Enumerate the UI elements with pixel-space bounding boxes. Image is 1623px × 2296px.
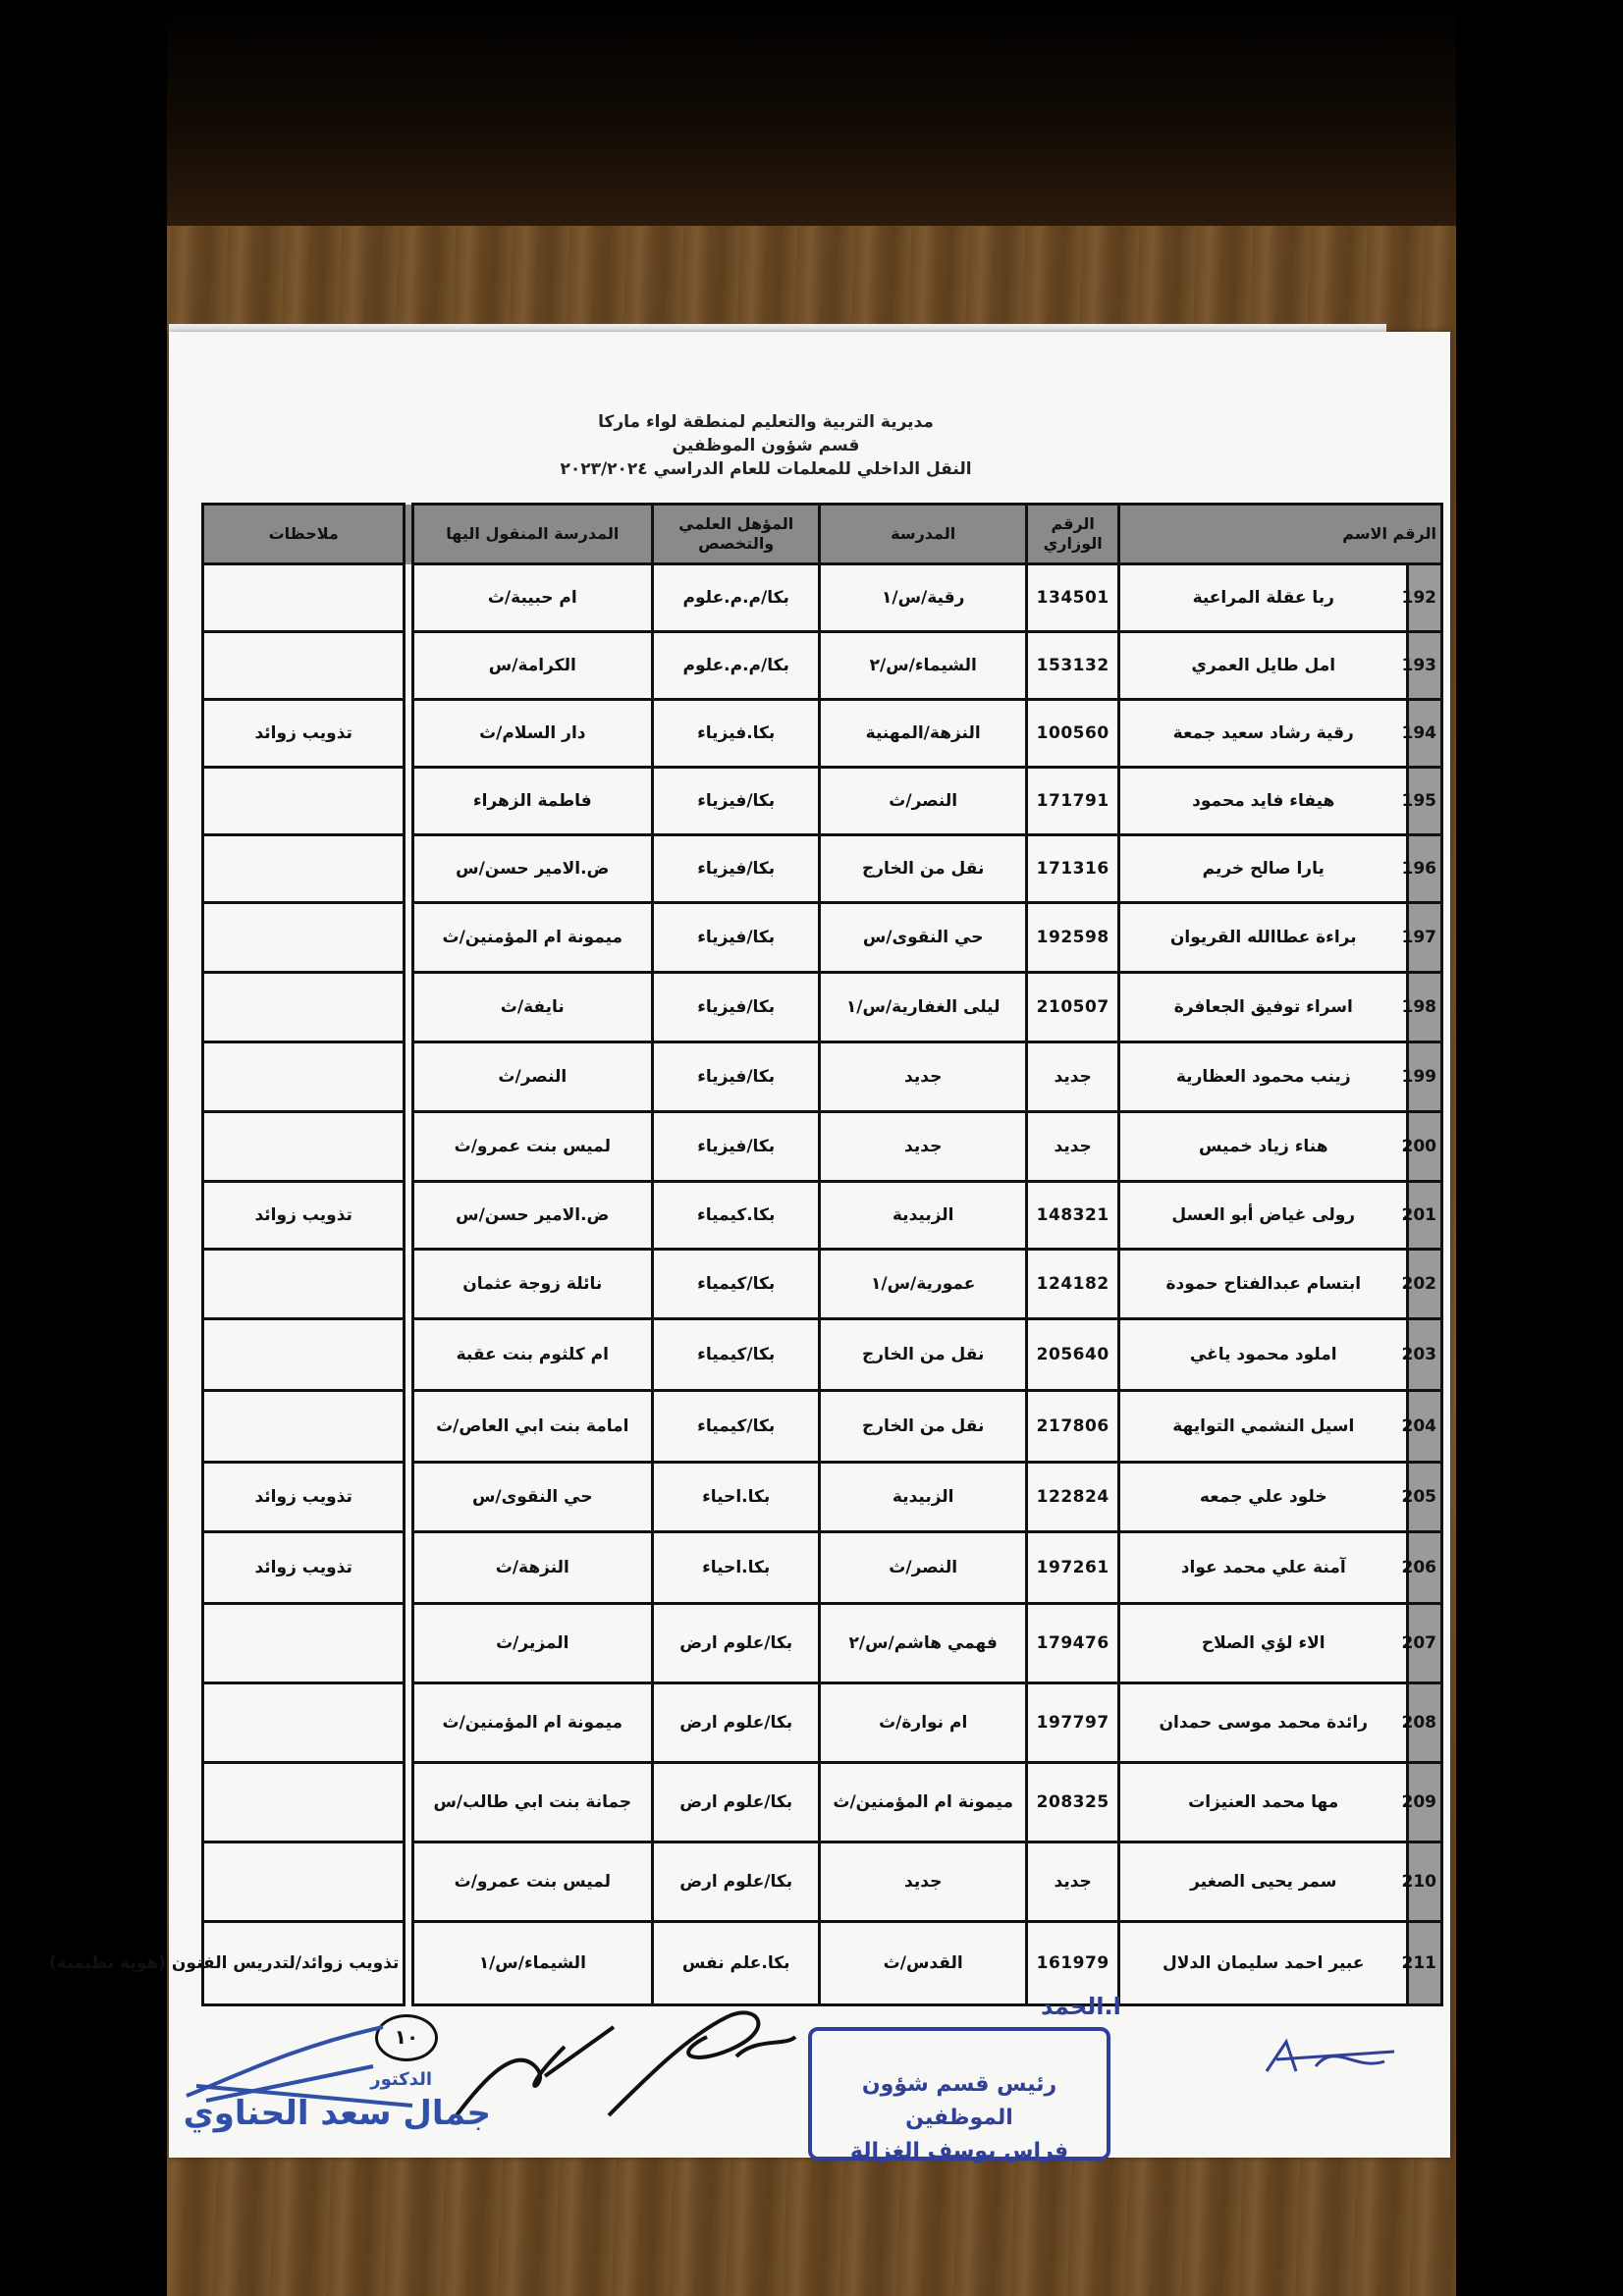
col-header-qualification: المؤهل العلمي والتخصص xyxy=(652,505,819,564)
row-name: مها محمد العنيزات xyxy=(1119,1763,1408,1842)
column-gap xyxy=(405,835,412,903)
row-notes xyxy=(203,835,405,903)
row-to-school: فاطمة الزهراء xyxy=(412,768,652,835)
row-ministry-id: 100560 xyxy=(1026,700,1118,768)
right-margin xyxy=(1456,0,1623,2296)
row-name: رقية رشاد سعيد جمعة xyxy=(1119,700,1408,768)
table-row xyxy=(203,1763,1442,1842)
table-row xyxy=(203,1683,1442,1763)
column-gap xyxy=(405,1842,412,1922)
row-ministry-id: 192598 xyxy=(1026,903,1118,973)
row-name: هيفاء فايد محمود xyxy=(1119,768,1408,835)
row-number: 192 xyxy=(1408,564,1442,632)
row-school: الزبيدية xyxy=(820,1463,1027,1532)
table-row xyxy=(203,1182,1442,1250)
row-ministry-id: 217806 xyxy=(1026,1391,1118,1463)
table-row xyxy=(203,1042,1442,1112)
row-number: 199 xyxy=(1408,1042,1442,1112)
row-ministry-id: 148321 xyxy=(1026,1182,1118,1250)
row-qualification: بكا/فيزياء xyxy=(652,1042,819,1112)
row-school: القدس/ث xyxy=(820,1922,1027,2005)
column-gap xyxy=(405,505,412,564)
row-number: 194 xyxy=(1408,700,1442,768)
row-qualification: بكا/فيزياء xyxy=(652,973,819,1042)
row-number: 200 xyxy=(1408,1112,1442,1182)
column-gap xyxy=(405,1763,412,1842)
row-to-school: ميمونة ام المؤمنين/ث xyxy=(412,1683,652,1763)
row-name: املود محمود ياغي xyxy=(1119,1319,1408,1391)
row-ministry-id: 205640 xyxy=(1026,1319,1118,1391)
row-to-school: ميمونة ام المؤمنين/ث xyxy=(412,903,652,973)
table-row xyxy=(203,973,1442,1042)
column-gap xyxy=(405,1182,412,1250)
row-qualification: بكا/م.م.علوم xyxy=(652,632,819,700)
row-number: 210 xyxy=(1408,1842,1442,1922)
table-row xyxy=(203,1319,1442,1391)
row-school: ام نوارة/ث xyxy=(820,1683,1027,1763)
column-gap xyxy=(405,768,412,835)
row-school: الشيماء/س/٢ xyxy=(820,632,1027,700)
row-notes xyxy=(203,1250,405,1319)
row-notes xyxy=(203,1042,405,1112)
row-number: 205 xyxy=(1408,1463,1442,1532)
row-school: ليلى الغفارية/س/١ xyxy=(820,973,1027,1042)
row-to-school: لميس بنت عمرو/ث xyxy=(412,1842,652,1922)
row-ministry-id: جديد xyxy=(1026,1842,1118,1922)
row-qualification: بكا/علوم ارض xyxy=(652,1683,819,1763)
row-ministry-id: 208325 xyxy=(1026,1763,1118,1842)
row-school: الزبيدية xyxy=(820,1182,1027,1250)
stamp-right xyxy=(808,2027,1110,2161)
row-to-school: لميس بنت عمرو/ث xyxy=(412,1112,652,1182)
row-to-school: ام حبيبة/ث xyxy=(412,564,652,632)
row-qualification: بكا/كيمياء xyxy=(652,1319,819,1391)
row-school: النصر/ث xyxy=(820,1532,1027,1604)
row-to-school: النزهة/ث xyxy=(412,1532,652,1604)
row-qualification: بكا/فيزياء xyxy=(652,835,819,903)
table-row xyxy=(203,1463,1442,1532)
signature-scribble-2 xyxy=(589,1998,805,2125)
background-top xyxy=(0,0,1623,226)
col-header-notes: ملاحظات xyxy=(203,505,405,564)
row-number: 193 xyxy=(1408,632,1442,700)
row-number: 209 xyxy=(1408,1763,1442,1842)
row-ministry-id: 197797 xyxy=(1026,1683,1118,1763)
row-school: نقل من الخارج xyxy=(820,1319,1027,1391)
table-row xyxy=(203,564,1442,632)
row-qualification: بكا/فيزياء xyxy=(652,768,819,835)
row-to-school: امامة بنت ابي العاص/ث xyxy=(412,1391,652,1463)
table-row xyxy=(203,1250,1442,1319)
row-school: ميمونة ام المؤمنين/ث xyxy=(820,1763,1027,1842)
col-header-to-school: المدرسة المنقول اليها xyxy=(412,505,652,564)
table-row xyxy=(203,1112,1442,1182)
row-to-school: الشيماء/س/١ xyxy=(412,1922,652,2005)
column-gap xyxy=(405,1922,412,2005)
row-qualification: بكا/فيزياء xyxy=(652,903,819,973)
row-notes xyxy=(203,1763,405,1842)
column-gap xyxy=(405,1112,412,1182)
header-department: قسم شؤون الموظفين xyxy=(672,436,860,455)
row-to-school: المزير/ث xyxy=(412,1604,652,1683)
stamp-right-handnote: ا.الحمد xyxy=(1041,1993,1121,2020)
column-gap xyxy=(405,632,412,700)
page-number-mark: ١٠ xyxy=(375,2014,438,2061)
row-qualification: بكا.احياء xyxy=(652,1532,819,1604)
row-school: النزهة/المهنية xyxy=(820,700,1027,768)
stamp-right-name: فراس يوسف الغزالة xyxy=(849,2139,1069,2163)
row-name: عبير احمد سليمان الدلال xyxy=(1119,1922,1408,2005)
row-notes xyxy=(203,1112,405,1182)
row-school: جديد xyxy=(820,1842,1027,1922)
col-header-num-label: الرقم xyxy=(1392,524,1436,543)
row-number: 206 xyxy=(1408,1532,1442,1604)
row-number: 197 xyxy=(1408,903,1442,973)
row-qualification: بكا.احياء xyxy=(652,1463,819,1532)
row-notes xyxy=(203,1842,405,1922)
row-to-school: النصر/ث xyxy=(412,1042,652,1112)
row-ministry-id: 134501 xyxy=(1026,564,1118,632)
table-row xyxy=(203,1604,1442,1683)
table-row xyxy=(203,1842,1442,1922)
row-notes: تذويب زوائد xyxy=(203,1182,405,1250)
row-school: جديد xyxy=(820,1042,1027,1112)
header-subject: النقل الداخلي للمعلمات للعام الدراسي ٢٠٢٣/٢٠٢٤ xyxy=(560,459,972,479)
row-to-school: نايفة/ث xyxy=(412,973,652,1042)
row-ministry-id: 153132 xyxy=(1026,632,1118,700)
row-number: 211 xyxy=(1408,1922,1442,2005)
row-name: اسيل النشمي التوايهة xyxy=(1119,1391,1408,1463)
col-header-name-label: الاسم xyxy=(1342,524,1387,543)
row-qualification: بكا/علوم ارض xyxy=(652,1763,819,1842)
header-directorate: مديرية التربية والتعليم لمنطقة لواء ماركا xyxy=(598,412,934,432)
column-gap xyxy=(405,564,412,632)
row-name: اسراء توفيق الجعافرة xyxy=(1119,973,1408,1042)
row-notes: تذويب زوائد xyxy=(203,1532,405,1604)
row-school: فهمي هاشم/س/٢ xyxy=(820,1604,1027,1683)
row-school: رقية/س/١ xyxy=(820,564,1027,632)
row-notes xyxy=(203,903,405,973)
row-qualification: بكا/كيمياء xyxy=(652,1250,819,1319)
row-to-school: ض.الامير حسن/س xyxy=(412,1182,652,1250)
row-name: هناء زياد خميس xyxy=(1119,1112,1408,1182)
row-ministry-id: جديد xyxy=(1026,1042,1118,1112)
row-name: ابتسام عبدالفتاح حمودة xyxy=(1119,1250,1408,1319)
row-number: 196 xyxy=(1408,835,1442,903)
col-header-name xyxy=(1119,505,1442,564)
row-qualification: بكا/فيزياء xyxy=(652,1112,819,1182)
row-name: رائدة محمد موسى حمدان xyxy=(1119,1683,1408,1763)
row-ministry-id: 210507 xyxy=(1026,973,1118,1042)
table-header-row xyxy=(203,505,1442,564)
row-to-school: ام كلثوم بنت عقبة xyxy=(412,1319,652,1391)
column-gap xyxy=(405,1532,412,1604)
row-ministry-id: 197261 xyxy=(1026,1532,1118,1604)
row-school: نقل من الخارج xyxy=(820,835,1027,903)
row-name: يارا صالح خريم xyxy=(1119,835,1408,903)
row-ministry-id: جديد xyxy=(1026,1112,1118,1182)
row-qualification: بكا/م.م.علوم xyxy=(652,564,819,632)
row-to-school: الكرامة/س xyxy=(412,632,652,700)
row-qualification: بكا.فيزياء xyxy=(652,700,819,768)
row-name: رولى غياض أبو العسل xyxy=(1119,1182,1408,1250)
row-name: خلود علي جمعه xyxy=(1119,1463,1408,1532)
table-row xyxy=(203,700,1442,768)
column-gap xyxy=(405,700,412,768)
row-qualification: بكا/علوم ارض xyxy=(652,1604,819,1683)
row-qualification: بكا/كيمياء xyxy=(652,1391,819,1463)
row-ministry-id: 161979 xyxy=(1026,1922,1118,2005)
row-name: زينب محمود العظارية xyxy=(1119,1042,1408,1112)
row-notes xyxy=(203,1683,405,1763)
row-notes: تذويب زوائد xyxy=(203,1463,405,1532)
row-notes xyxy=(203,973,405,1042)
row-ministry-id: 124182 xyxy=(1026,1250,1118,1319)
row-name: براءة عطاالله القريوان xyxy=(1119,903,1408,973)
stamp-left-title: الدكتور xyxy=(370,2069,432,2090)
row-ministry-id: 171791 xyxy=(1026,768,1118,835)
row-school: حي النقوى/س xyxy=(820,903,1027,973)
column-gap xyxy=(405,1391,412,1463)
row-notes: تذويب زوائد xyxy=(203,700,405,768)
row-number: 195 xyxy=(1408,768,1442,835)
column-gap xyxy=(405,903,412,973)
column-gap xyxy=(405,1683,412,1763)
row-ministry-id: 122824 xyxy=(1026,1463,1118,1532)
row-qualification: بكا.كيمياء xyxy=(652,1182,819,1250)
col-header-id: الرقم الوزاري xyxy=(1026,505,1118,564)
table-row xyxy=(203,835,1442,903)
stamp-left xyxy=(177,2069,491,2133)
column-gap xyxy=(405,1463,412,1532)
transfer-table xyxy=(48,503,1443,2006)
row-number: 202 xyxy=(1408,1250,1442,1319)
row-school: نقل من الخارج xyxy=(820,1391,1027,1463)
row-school: جديد xyxy=(820,1112,1027,1182)
stamp-left-name: جمال سعد الحناوي xyxy=(183,2094,491,2133)
row-notes xyxy=(203,632,405,700)
stamp-right-title: رئيس قسم شؤون الموظفين xyxy=(861,2072,1057,2130)
row-name: امل طايل العمري xyxy=(1119,632,1408,700)
row-ministry-id: 171316 xyxy=(1026,835,1118,903)
row-notes xyxy=(203,564,405,632)
signature-initials xyxy=(1257,2032,1404,2091)
table-row xyxy=(203,903,1442,973)
table-row xyxy=(203,1391,1442,1463)
row-notes xyxy=(203,1604,405,1683)
row-number: 204 xyxy=(1408,1391,1442,1463)
row-qualification: بكا/علوم ارض xyxy=(652,1842,819,1922)
row-ministry-id: 179476 xyxy=(1026,1604,1118,1683)
document-header xyxy=(530,410,1001,481)
column-gap xyxy=(405,1042,412,1112)
row-notes xyxy=(203,1391,405,1463)
row-name: ربا عقلة المراعية xyxy=(1119,564,1408,632)
row-qualification: بكا.علم نفس xyxy=(652,1922,819,2005)
row-school: عمورية/س/١ xyxy=(820,1250,1027,1319)
row-number: 208 xyxy=(1408,1683,1442,1763)
row-name: سمر يحيى الصغير xyxy=(1119,1842,1408,1922)
table-row xyxy=(203,1922,1442,2005)
row-school: النصر/ث xyxy=(820,768,1027,835)
table-row xyxy=(203,1532,1442,1604)
column-gap xyxy=(405,1604,412,1683)
column-gap xyxy=(405,973,412,1042)
table-row xyxy=(203,632,1442,700)
column-gap xyxy=(405,1250,412,1319)
table-body xyxy=(48,564,1442,2005)
col-header-school: المدرسة xyxy=(820,505,1027,564)
table-row xyxy=(203,768,1442,835)
row-number: 203 xyxy=(1408,1319,1442,1391)
row-name: آمنة علي محمد عواد xyxy=(1119,1532,1408,1604)
row-to-school: حي النقوى/س xyxy=(412,1463,652,1532)
column-gap xyxy=(405,1319,412,1391)
row-number: 207 xyxy=(1408,1604,1442,1683)
row-to-school: دار السلام/ث xyxy=(412,700,652,768)
row-number: 198 xyxy=(1408,973,1442,1042)
row-to-school: نائلة زوجة عثمان xyxy=(412,1250,652,1319)
row-notes xyxy=(203,768,405,835)
row-number: 201 xyxy=(1408,1182,1442,1250)
row-to-school: ض.الامير حسن/س xyxy=(412,835,652,903)
row-name: الاء لؤي الصلاح xyxy=(1119,1604,1408,1683)
row-to-school: جمانة بنت ابي طالب/س xyxy=(412,1763,652,1842)
row-notes xyxy=(203,1319,405,1391)
row-notes: تذويب زوائد/لتدريس الفنون (هوية تطيمية) xyxy=(203,1922,405,2005)
